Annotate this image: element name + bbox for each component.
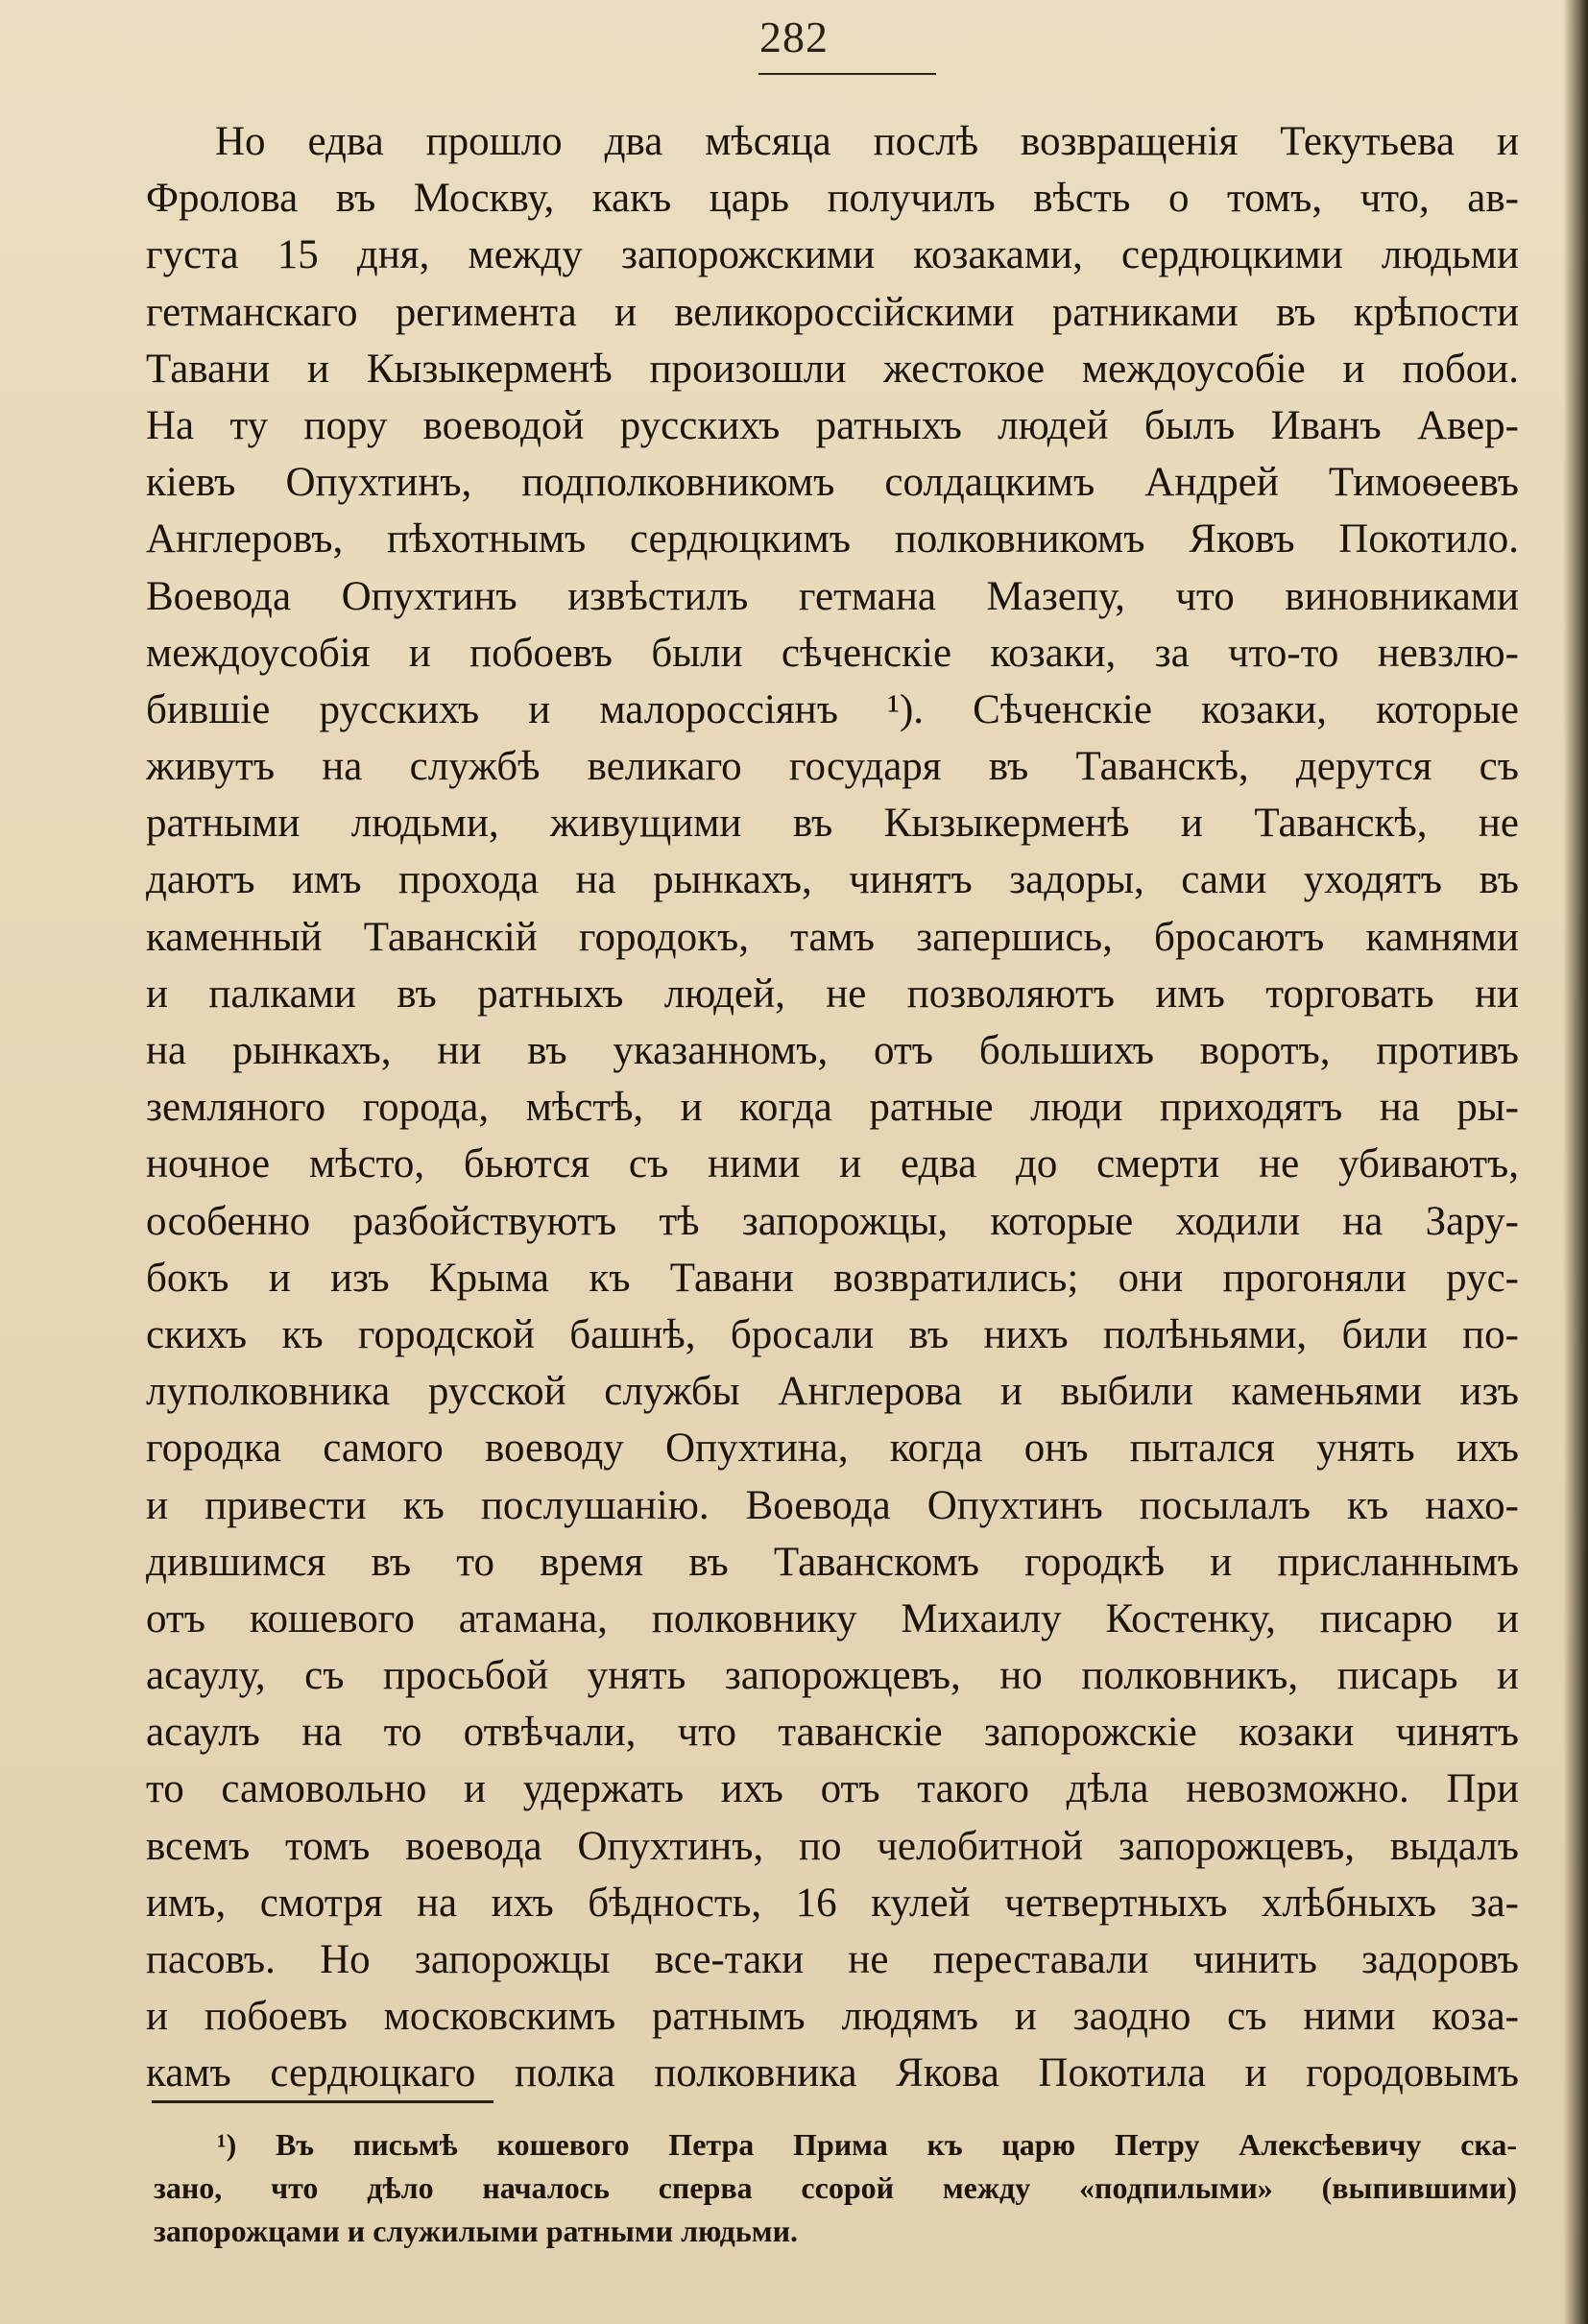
text-line: Фролова въ Москву, какъ царь получилъ вѣсть о томъ, что, ав- — [146, 176, 1519, 222]
text-line: земляного города, мѣстѣ, и когда ратные люди приходятъ на ры- — [146, 1085, 1519, 1131]
text-line: кіевъ Опухтинъ, подполковникомъ солдацкимъ Андрей Тимоѳеевъ — [146, 460, 1519, 506]
text-line: бившіе русскихъ и малороссіянъ ¹). Сѣченскіе козаки, которые — [146, 686, 1519, 732]
text-line: пасовъ. Но запорожцы все-таки не переставали чинить задоровъ — [146, 1937, 1519, 1982]
text-line: гетманскаго регимента и великороссійскими ратниками въ крѣпости — [146, 289, 1519, 335]
page-number: 282 — [759, 12, 829, 61]
text-line: луполковника русской службы Англерова и выбили каменьями изъ — [146, 1369, 1519, 1415]
text-line: скихъ къ городской башнѣ, бросали въ нихъ полѣньями, били по- — [146, 1311, 1519, 1357]
text-line: Тавани и Кызыкерменѣ произошли жестокое междоусобіе и побои. — [146, 346, 1519, 392]
footnote-line: ¹) Въ письмѣ кошевого Петра Прима къ царю Петру Алексѣевичу ска- — [217, 2127, 1517, 2162]
text-line: ночное мѣсто, бьются съ ними и едва до смерти не убиваютъ, — [146, 1141, 1519, 1187]
text-line: дившимся въ то время въ Таванскомъ городкѣ и присланнымъ — [146, 1539, 1519, 1585]
text-line: и побоевъ московскимъ ратнымъ людямъ и заодно съ ними коза- — [146, 1994, 1519, 2040]
text-line: и привести къ послушанію. Воевода Опухтинъ посылалъ къ нахо- — [146, 1482, 1519, 1528]
footnote-rule — [152, 2100, 493, 2103]
text-line: асаулъ на то отвѣчали, что таванскіе запорожскіе козаки чинятъ — [146, 1710, 1519, 1756]
text-line: всемъ томъ воевода Опухтинъ, по челобитной запорожцевъ, выдалъ — [146, 1823, 1519, 1869]
footnote-line: запорожцами и служилыми ратными людьми. — [154, 2214, 798, 2248]
text-line: Англеровъ, пѣхотнымъ сердюцкимъ полковникомъ Яковъ Покотило. — [146, 516, 1519, 563]
footnote-line: зано, что дѣло началось сперва ссорой между «подпилыми» (выпившими) — [154, 2170, 1517, 2205]
body-text — [146, 113, 1519, 2102]
text-line: каменный Таванскій городокъ, тамъ запершись, бросаютъ камнями — [146, 914, 1519, 960]
text-line: бокъ и изъ Крыма къ Тавани возвратились; они прогоняли рус- — [146, 1255, 1519, 1301]
text-line: густа 15 дня, между запорожскими козаками, сердюцкими людьми — [146, 232, 1519, 278]
footnotes — [154, 2123, 1517, 2253]
text-line: особенно разбойствуютъ тѣ запорожцы, которые ходили на Зару- — [146, 1198, 1519, 1244]
text-line: и палками въ ратныхъ людей, не позволяютъ имъ торговать ни — [146, 970, 1519, 1017]
text-line: то самовольно и удержать ихъ отъ такого дѣла невозможно. При — [146, 1766, 1519, 1812]
text-line: камъ сердюцкаго полка полковника Якова Покотила и городовымъ — [146, 2050, 1519, 2096]
page-edge-shadow — [1563, 0, 1588, 2324]
text-line: даютъ имъ прохода на рынкахъ, чинятъ задоры, сами уходятъ въ — [146, 857, 1519, 903]
text-line: междоусобія и побоевъ были сѣченскіе козаки, за что-то невзлю- — [146, 630, 1519, 676]
text-line: ратными людьми, живущими въ Кызыкерменѣ и Таванскѣ, не — [146, 801, 1519, 847]
text-line: живутъ на службѣ великаго государя въ Таванскѣ, дерутся съ — [146, 744, 1519, 790]
text-line: На ту пору воеводой русскихъ ратныхъ людей былъ Иванъ Авер- — [146, 402, 1519, 448]
text-line: асаулу, съ просьбой унять запорожцевъ, но полковникъ, писарь и — [146, 1653, 1519, 1699]
text-line: Воевода Опухтинъ извѣстилъ гетмана Мазепу, что виновниками — [146, 573, 1519, 619]
text-line: городка самого воеводу Опухтина, когда онъ пытался унять ихъ — [146, 1426, 1519, 1472]
text-line: имъ, смотря на ихъ бѣдность, 16 кулей четвертныхъ хлѣбныхъ за- — [146, 1880, 1519, 1926]
text-line: отъ кошевого атамана, полковнику Михаилу Костенку, писарю и — [146, 1595, 1519, 1641]
text-line: Но едва прошло два мѣсяца послѣ возвращенія Текутьева и — [215, 119, 1519, 164]
text-line: на рынкахъ, ни въ указанномъ, отъ большихъ воротъ, противъ — [146, 1028, 1519, 1073]
page-number-rule — [758, 73, 936, 75]
